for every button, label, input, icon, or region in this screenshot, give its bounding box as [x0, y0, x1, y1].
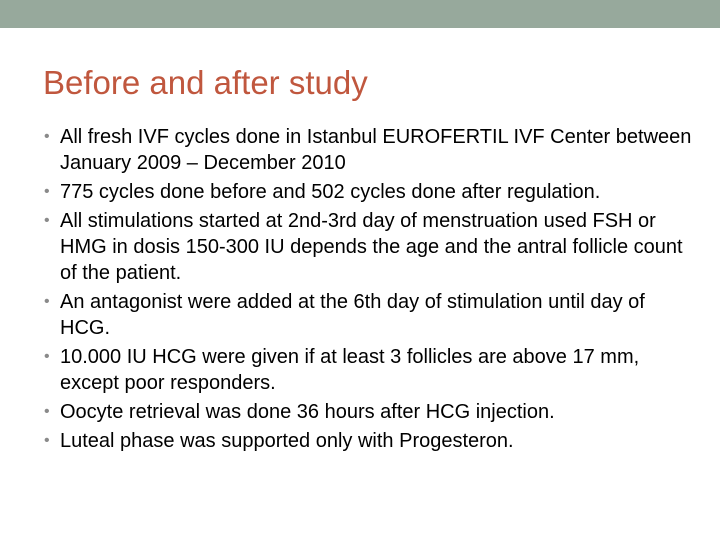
- bullet-text: 10.000 IU HCG were given if at least 3 follicles are above 17 mm, except poor responders.: [60, 346, 640, 394]
- top-accent-bar: [0, 0, 720, 28]
- bullet-text: Luteal phase was supported only with Progesteron.: [60, 430, 514, 452]
- bullet-list: [44, 124, 694, 457]
- slide-title: Before and after study: [43, 64, 368, 101]
- bullet-item: [44, 399, 694, 425]
- bullet-text: All fresh IVF cycles done in Istanbul EUROFERTIL IVF Center between January 2009 – December 2010: [60, 126, 692, 174]
- bullet-item: [44, 124, 694, 176]
- bullet-marker-icon: •: [44, 293, 50, 310]
- bullet-marker-icon: •: [44, 128, 50, 145]
- bullet-marker-icon: •: [44, 212, 50, 229]
- bullet-text: 775 cycles done before and 502 cycles done after regulation.: [60, 181, 601, 203]
- bullet-marker-icon: •: [44, 432, 50, 449]
- bullet-item: [44, 208, 694, 286]
- bullet-text: All stimulations started at 2nd-3rd day of menstruation used FSH or HMG in dosis 150-300 IU depends the age and the antral follicle count of the patient.: [60, 210, 683, 284]
- bullet-marker-icon: •: [44, 348, 50, 365]
- bullet-text: Oocyte retrieval was done 36 hours after HCG injection.: [60, 401, 555, 423]
- bullet-marker-icon: •: [44, 183, 50, 200]
- bullet-text: An antagonist were added at the 6th day of stimulation until day of HCG.: [60, 291, 645, 339]
- bullet-item: [44, 179, 694, 205]
- bullet-item: [44, 428, 694, 454]
- bullet-marker-icon: •: [44, 403, 50, 420]
- bullet-item: [44, 344, 694, 396]
- bullet-item: [44, 289, 694, 341]
